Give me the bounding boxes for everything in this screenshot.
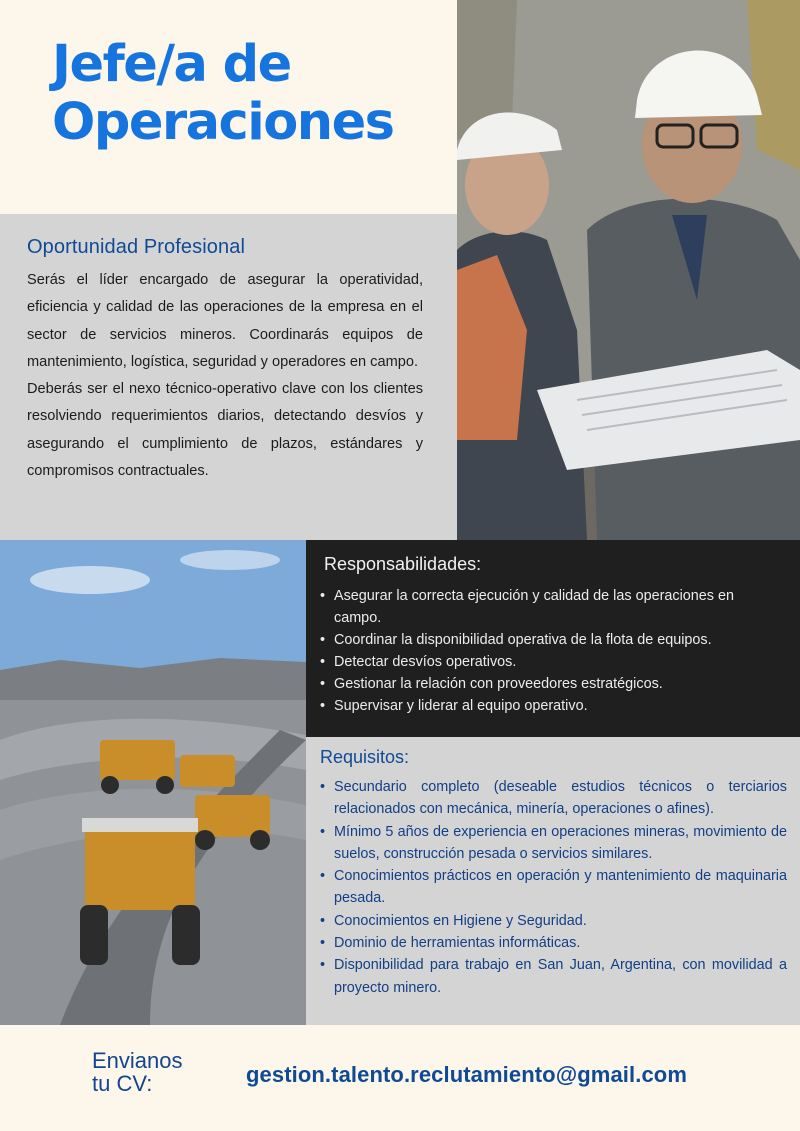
requirement-item: • Mínimo 5 años de experiencia en operaciones mineras, movimiento de suelos, construcción pesada o servicios similares. xyxy=(320,821,787,866)
mining-photo-illustration xyxy=(0,540,306,1025)
footer xyxy=(0,1025,800,1131)
cta-line-1: Envianos xyxy=(92,1048,183,1073)
cv-call-to-action xyxy=(92,1049,183,1095)
intro-section xyxy=(0,214,457,540)
responsibility-item: • Detectar desvíos operativos. xyxy=(324,651,782,673)
workers-photo xyxy=(457,0,800,540)
requirement-item: • Dominio de herramientas informáticas. xyxy=(320,932,787,954)
contact-email-link[interactable]: gestion.talento.reclutamiento@gmail.com xyxy=(246,1062,687,1087)
requirement-item: • Disponibilidad para trabajo en San Juan, Argentina, con movilidad a proyecto minero. xyxy=(320,954,787,999)
title-block xyxy=(0,0,457,214)
cta-line-2: tu CV: xyxy=(92,1071,153,1096)
intro-heading: Oportunidad Profesional xyxy=(27,236,245,258)
title-line-2: Operaciones xyxy=(52,93,394,152)
responsibility-item: • Supervisar y liderar al equipo operativo. xyxy=(324,695,782,717)
requirement-item: • Conocimientos en Higiene y Seguridad. xyxy=(320,910,787,932)
requirements-heading: Requisitos: xyxy=(320,747,410,767)
requirement-item: • Conocimientos prácticos en operación y mantenimiento de maquinaria pesada. xyxy=(320,865,787,910)
page-title xyxy=(52,36,394,152)
responsibilities-heading: Responsabilidades: xyxy=(324,554,482,574)
requirement-item: • Secundario completo (deseable estudios técnicos o terciarios relacionados con mecánica, minería, operaciones o afines). xyxy=(320,776,787,821)
requirements-section xyxy=(306,737,800,1025)
responsibilities-list xyxy=(324,585,782,717)
responsibility-item: • Gestionar la relación con proveedores estratégicos. xyxy=(324,673,782,695)
requirements-list xyxy=(320,776,787,999)
responsibility-item: • Asegurar la correcta ejecución y calidad de las operaciones en campo. xyxy=(324,585,782,629)
mining-trucks-photo xyxy=(0,540,306,1025)
title-line-1: Jefe/a de xyxy=(52,35,291,94)
workers-photo-illustration xyxy=(457,0,800,540)
responsibilities-section xyxy=(306,540,800,737)
responsibility-item: • Coordinar la disponibilidad operativa de la flota de equipos. xyxy=(324,629,782,651)
intro-paragraph-1: Serás el líder encargado de asegurar la operatividad, eficiencia y calidad de las operaciones de la empresa en el sector de servicios mineros. Coordinarás equipos de mantenimiento, logística, seguridad y operadores en campo. xyxy=(27,272,423,370)
intro-paragraph-2: Deberás ser el nexo técnico-operativo clave con los clientes resolviendo requerimientos diarios, detectando desvíos y asegurando el cumplimiento de plazos, estándares y compromisos contractuales. xyxy=(27,381,423,480)
